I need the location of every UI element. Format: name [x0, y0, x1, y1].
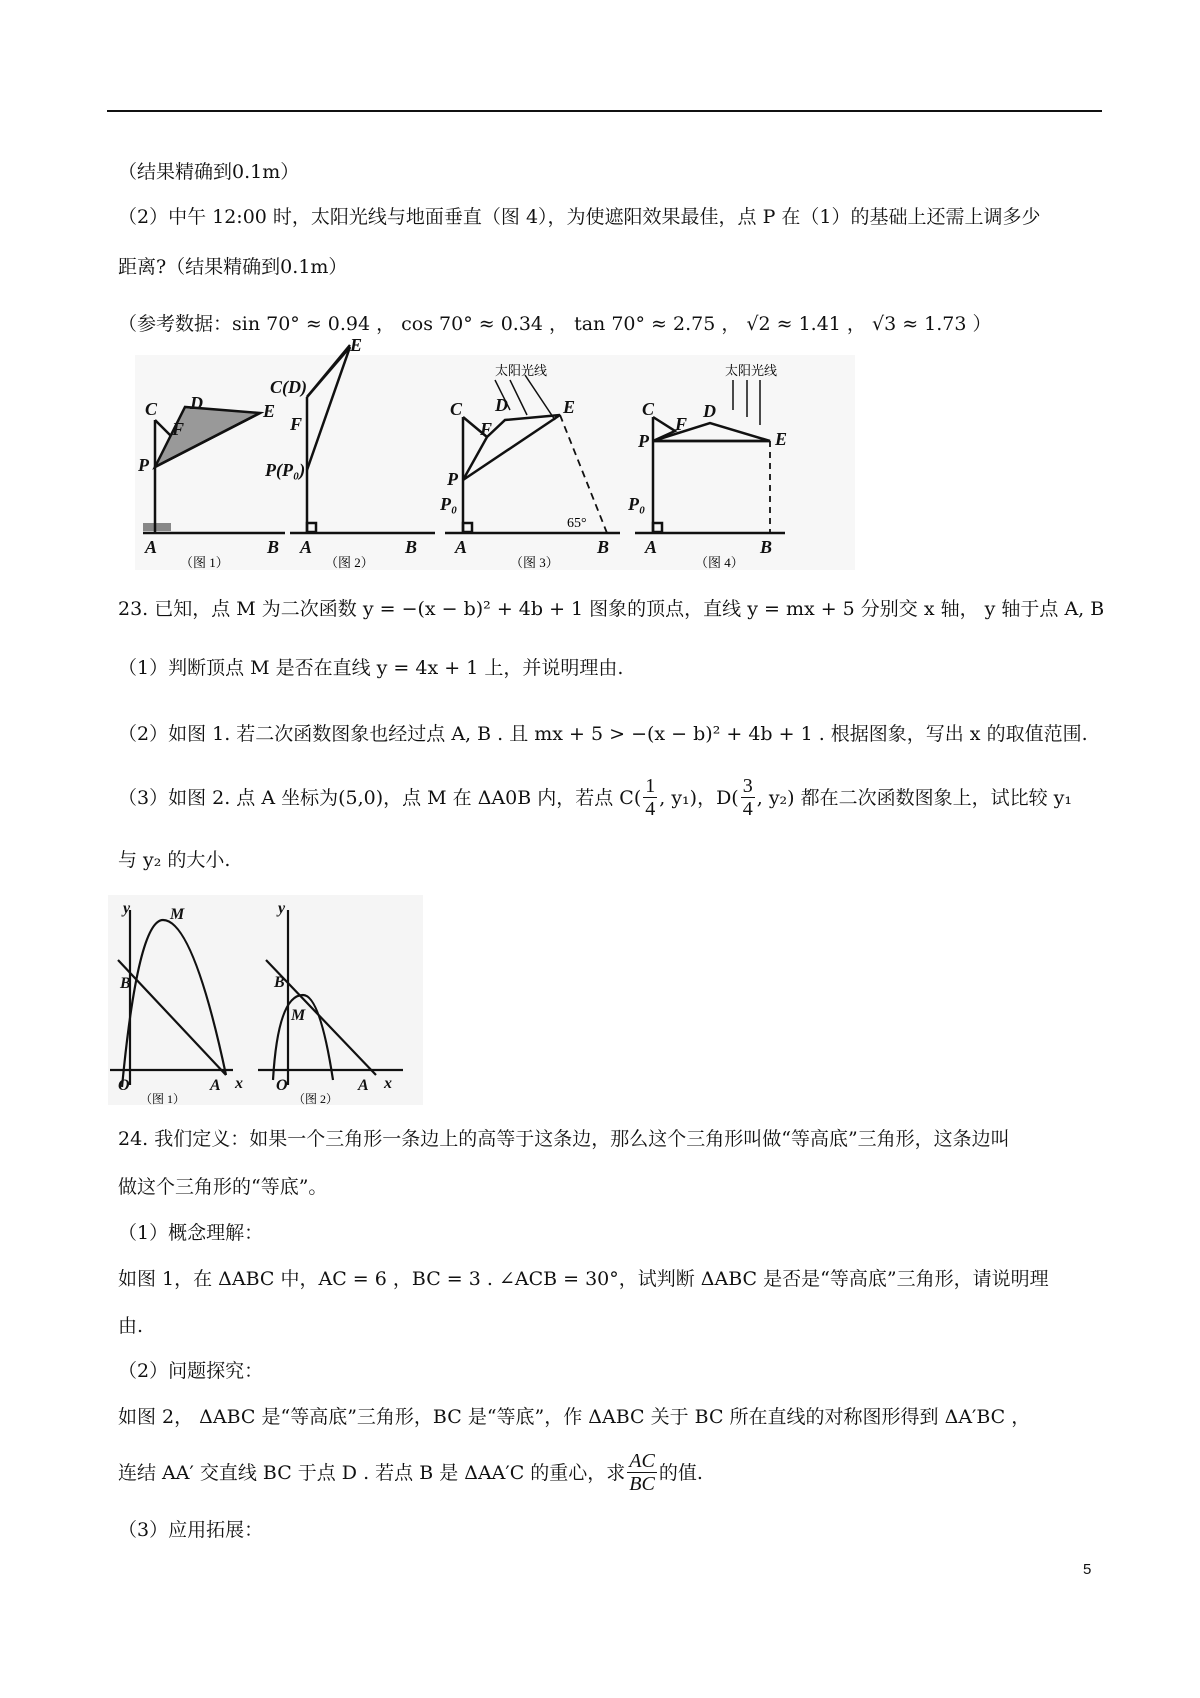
problem-23-3: （3）如图 2. 点 A 坐标为(5,0)，点 M 在 ΔA0B 内，若点 C( $\frac{1}{4}$ , y₁)，D( $\frac{3}{4}$ , y₂) 都在二次函数图象上，试比较 y₁	[118, 775, 1073, 820]
svg-text:（图 1）: （图 1）	[180, 555, 229, 570]
problem-23-1: （1）判断顶点 M 是否在直线 y = 4x + 1 上，并说明理由.	[118, 657, 624, 679]
svg-text:B: B	[267, 537, 280, 557]
problem-24-1: （1）概念理解：	[118, 1222, 264, 1244]
svg-text:x: x	[235, 1075, 243, 1092]
svg-text:P(P₀): P(P₀)	[265, 460, 306, 480]
svg-text:B: B	[597, 537, 610, 557]
text-line: 由.	[118, 1315, 144, 1337]
svg-text:D: D	[190, 393, 203, 413]
svg-text:P: P	[447, 469, 458, 489]
svg-text:x: x	[384, 1075, 392, 1092]
text-line: 如图 2， ΔABC 是“等高底”三角形，BC 是“等底”，作 ΔABC 关于 BC 所在直线的对称图形得到 ΔA′BC ，	[118, 1406, 1031, 1428]
problem-23-2: （2）如图 1. 若二次函数图象也经过点 A, B . 且 mx + 5 > −(x − b)² + 4b + 1 . 根据图象，写出 x 的取值范围.	[118, 723, 1088, 745]
svg-text:A: A	[210, 1077, 221, 1094]
svg-text:P: P	[138, 455, 149, 475]
svg-text:M: M	[170, 906, 185, 923]
svg-text:P: P	[638, 431, 649, 451]
figure-22	[135, 335, 855, 570]
svg-text:B: B	[120, 975, 131, 992]
svg-text:（图 3）: （图 3）	[510, 555, 559, 570]
svg-text:C: C	[642, 399, 655, 419]
svg-text:B: B	[274, 974, 285, 991]
reference-data: （参考数据：sin 70° ≈ 0.94 ， cos 70° ≈ 0.34 ， tan 70° ≈ 2.75 ， √2 ≈ 1.41 ， √3 ≈ 1.73 ）	[118, 313, 992, 335]
svg-text:A: A	[300, 537, 313, 557]
text-line: 做这个三角形的“等底”。	[118, 1176, 328, 1198]
svg-text:65°: 65°	[567, 516, 587, 531]
svg-text:y: y	[278, 900, 286, 917]
svg-text:（图 4）: （图 4）	[695, 555, 744, 570]
text-line: 与 y₂ 的大小.	[118, 849, 231, 871]
svg-text:D: D	[495, 395, 508, 415]
svg-text:B: B	[760, 537, 773, 557]
problem-24-3: （3）应用拓展：	[118, 1519, 264, 1541]
svg-text:y: y	[123, 900, 131, 917]
svg-text:C(D): C(D)	[270, 377, 307, 397]
problem-24: 24. 我们定义：如果一个三角形一条边上的高等于这条边，那么这个三角形叫做“等高底”三角形，这条边叫	[118, 1128, 1010, 1150]
svg-text:F: F	[290, 414, 303, 434]
svg-text:P₀: P₀	[628, 494, 646, 514]
svg-text:D: D	[703, 401, 716, 421]
svg-text:F: F	[675, 414, 688, 434]
svg-text:F: F	[172, 419, 185, 439]
fraction-d: $\frac{3}{4}$	[742, 775, 753, 820]
text-line: 如图 1，在 ΔABC 中，AC = 6 ，BC = 3 . ∠ACB = 30°，试判断 ΔABC 是否是“等高底”三角形，请说明理	[118, 1268, 1049, 1290]
svg-text:A: A	[455, 537, 468, 557]
fraction-c: $\frac{1}{4}$	[645, 775, 656, 820]
fraction-ac-bc: $\frac{AC}{BC}$	[629, 1450, 655, 1495]
svg-text:A: A	[645, 537, 658, 557]
svg-text:A: A	[145, 537, 158, 557]
question-22-2: （2）中午 12:00 时，太阳光线与地面垂直（图 4），为使遮阳效果最佳，点 P 在（1）的基础上还需上调多少	[118, 206, 1041, 228]
svg-text:C: C	[450, 399, 463, 419]
text-line: （结果精确到0.1m）	[118, 161, 300, 183]
svg-text:E: E	[263, 401, 276, 421]
text-line: 距离?（结果精确到0.1m）	[118, 256, 348, 278]
page-number: 5	[1083, 1561, 1092, 1578]
svg-text:O: O	[276, 1077, 288, 1094]
svg-text:（图 1）: （图 1）	[140, 1092, 186, 1106]
svg-text:F: F	[480, 419, 493, 439]
header-rule	[107, 110, 1102, 112]
figure-23	[108, 895, 423, 1105]
svg-text:E: E	[350, 335, 363, 355]
svg-text:C: C	[145, 399, 158, 419]
svg-text:B: B	[405, 537, 418, 557]
problem-23: 23. 已知，点 M 为二次函数 y = −(x − b)² + 4b + 1 图象的顶点，直线 y = mx + 5 分别交 x 轴， y 轴于点 A, B	[118, 598, 1105, 620]
svg-text:太阳光线: 太阳光线	[725, 363, 778, 378]
svg-text:E: E	[563, 397, 576, 417]
svg-text:O: O	[118, 1077, 130, 1094]
svg-text:A: A	[358, 1077, 369, 1094]
svg-text:（图 2）: （图 2）	[325, 555, 374, 570]
svg-text:太阳光线: 太阳光线	[495, 363, 548, 378]
problem-24-2: （2）问题探究：	[118, 1360, 264, 1382]
text-line: 连结 AA′ 交直线 BC 于点 D . 若点 B 是 ΔAA′C 的重心，求 $\frac{AC}{BC}$ 的值.	[118, 1450, 703, 1495]
svg-text:P₀: P₀	[440, 494, 458, 514]
svg-text:M: M	[291, 1007, 306, 1024]
svg-text:E: E	[775, 429, 788, 449]
svg-text:（图 2）: （图 2）	[293, 1092, 339, 1106]
